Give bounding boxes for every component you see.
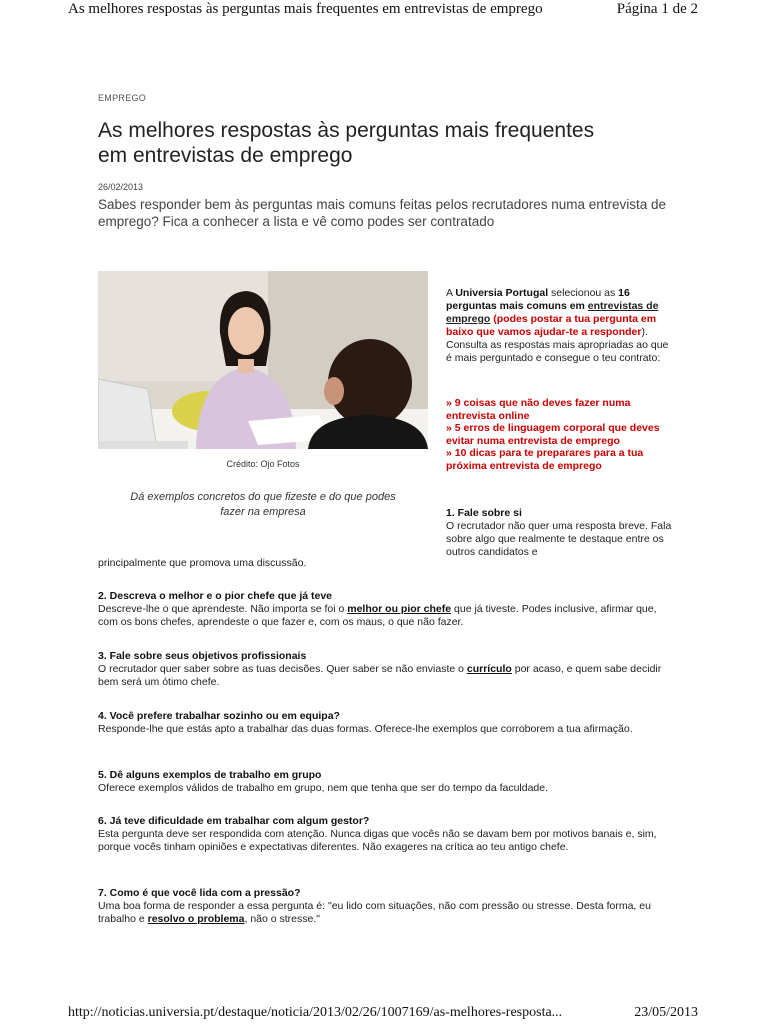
link-entrevistas-de-emprego[interactable]: entrevistas de emprego	[446, 300, 659, 325]
related-link[interactable]: » 10 dicas para te preparares para a tua próxima entrevista de emprego	[446, 447, 644, 472]
question-answer-continued: principalmente que promova uma discussão.	[98, 557, 307, 569]
article-photo	[98, 271, 428, 449]
question-heading: 3. Fale sobre seus objetivos profissionais	[98, 650, 307, 662]
question-2	[98, 590, 678, 629]
question-answer: Uma boa forma de responder a essa pergunta é: "eu lido com situações, não com pressão ou stresse. Desta forma, eu trabalho e	[98, 900, 651, 925]
link-curriculo[interactable]: currículo	[466, 663, 512, 675]
intro-text: A	[446, 287, 456, 299]
question-answer: Oferece exemplos válidos de trabalho em grupo, nem que tenha que ser do tempo da faculdade.	[98, 782, 549, 794]
question-answer: Responde-lhe que estás apto a trabalhar das duas formas. Oferece-lhe exemplos que corroborem a tua afirmação.	[98, 723, 633, 735]
question-answer: O recrutador quer saber sobre as tuas decisões. Quer saber se não enviaste o	[98, 663, 467, 675]
related-link[interactable]: » 5 erros de linguagem corporal que deves evitar numa entrevista de emprego	[446, 422, 660, 447]
related-links	[446, 397, 676, 472]
question-answer: , não o stresse."	[244, 913, 320, 925]
article-date: 26/02/2013	[98, 182, 144, 192]
article-title: As melhores respostas às perguntas mais frequentes em entrevistas de emprego	[98, 119, 595, 167]
article-lead: Sabes responder bem às perguntas mais comuns feitas pelos recrutadores numa entrevista de emprego? Fica a conhecer a lista e vê como podes ser contratado	[98, 197, 667, 229]
link-melhor-ou-pior-chefe[interactable]: melhor ou pior chefe	[347, 603, 452, 615]
question-heading: 7. Como é que você lida com a pressão?	[98, 887, 301, 899]
section-label[interactable]: EMPREGO	[98, 93, 147, 103]
question-answer: Esta pergunta deve ser respondida com atenção. Nunca digas que vocês não se davam bem por motivos banais e, sim, porque vocês tinham opiniões e expectativas diferentes. Não exageres na crítica ao teu antigo chefe.	[98, 828, 657, 853]
brand-name: Universia Portugal	[455, 287, 549, 299]
intro-paragraph	[446, 287, 676, 365]
question-answer: O recrutador não quer uma resposta breve. Fala sobre algo que realmente te destaque entre os outros candidatos e	[446, 520, 672, 558]
print-page-number: Página 1 de 2	[616, 1, 698, 17]
post-question-link[interactable]: (podes postar a tua pergunta em baixo que vamos ajudar-te a responder	[446, 313, 657, 338]
question-5	[98, 769, 678, 795]
intro-text: ). Consulta as respostas mais apropriadas ao que é mais perguntado e consegue o teu contrato:	[446, 326, 669, 364]
question-heading: 6. Já teve dificuldade em trabalhar com algum gestor?	[98, 815, 370, 827]
question-answer: que já tiveste. Podes inclusive, afirmar que, com os bons chefes, aprendeste o que fazer e, com os maus, o que não fazer.	[98, 603, 657, 628]
print-header-title: As melhores respostas às perguntas mais frequentes em entrevistas de emprego	[68, 1, 543, 17]
photo-credit: Crédito: Ojo Fotos	[226, 459, 300, 469]
question-heading: 1. Fale sobre si	[446, 507, 522, 519]
question-answer: Descreve-lhe o que aprendeste. Não importa se foi o	[98, 603, 348, 615]
related-link[interactable]: » 9 coisas que não deves fazer numa entrevista online	[446, 397, 631, 422]
print-footer-date: 23/05/2013	[634, 1005, 698, 1020]
question-1	[446, 507, 678, 559]
print-footer-url: http://noticias.universia.pt/destaque/noticia/2013/02/26/1007169/as-melhores-resposta...	[68, 1005, 563, 1020]
question-4	[98, 710, 678, 736]
question-7	[98, 887, 678, 926]
print-footer	[0, 1005, 768, 1024]
question-heading: 2. Descreva o melhor e o pior chefe que já teve	[98, 590, 333, 602]
question-3	[98, 650, 678, 689]
intro-text: selecionou as	[548, 287, 619, 299]
question-6	[98, 815, 678, 854]
link-resolvo-o-problema[interactable]: resolvo o problema	[147, 913, 245, 925]
question-heading: 5. Dê alguns exemplos de trabalho em grupo	[98, 769, 322, 781]
photo-caption: Dá exemplos concretos do que fizeste e do que podes fazer na empresa	[130, 491, 396, 518]
question-answer: por acaso, e quem sabe decidir bem será um ótimo chefe.	[98, 663, 662, 688]
interview-photo-illustration	[98, 271, 428, 449]
print-header	[0, 0, 768, 22]
question-heading: 4. Você prefere trabalhar sozinho ou em equipa?	[98, 710, 340, 722]
intro-strong: 16 perguntas mais comuns em	[446, 287, 630, 312]
